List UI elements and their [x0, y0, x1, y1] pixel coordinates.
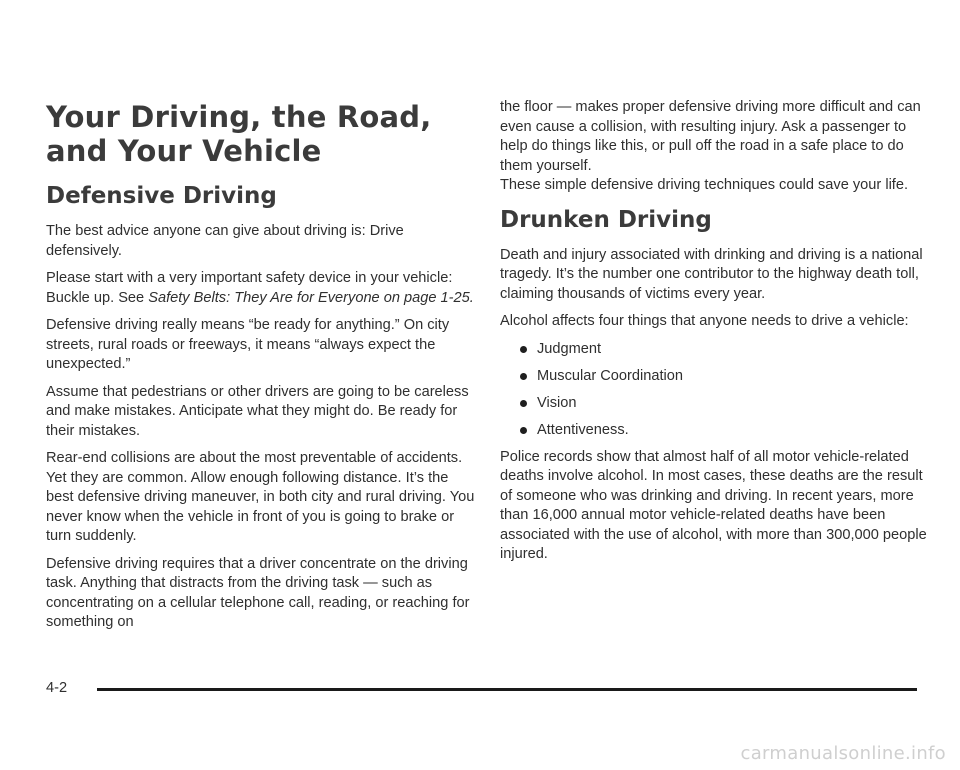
- section-heading-defensive-driving: Defensive Driving: [46, 183, 277, 209]
- chapter-title: Your Driving, the Road, and Your Vehicle: [46, 100, 432, 168]
- paragraph-text: Please start with a very important safety device in your vehicle: Buckle up. See: [46, 270, 453, 306]
- paragraph: Defensive driving requires that a driver concentrate on the driving task. Anything that distracts from the driving task — such as concentrating on a cellular telephone call, reading, or reaching for something on: [46, 555, 470, 630]
- paragraph: Rear-end collisions are about the most preventable of accidents. Yet they are common. Allow enough following distance. It’s the best defensive driving maneuver, in both city and rural driving. You never know when the vehicle in front of you is going to brake or turn suddenly.: [46, 450, 475, 544]
- cross-reference: Safety Belts: They Are for Everyone on page 1-25.: [148, 289, 474, 306]
- page-number: 4-2: [46, 680, 68, 696]
- watermark: carmanualsonline.info: [740, 743, 946, 764]
- list-item-text: Attentiveness.: [537, 421, 629, 438]
- list-item: [520, 394, 930, 414]
- paragraph: Defensive driving really means “be ready for anything.” On city streets, rural roads or freeways, it means “always expect the unexpected.”: [46, 317, 450, 372]
- footer-divider: [97, 688, 917, 691]
- list-item-text: Vision: [537, 394, 577, 411]
- bullet-icon: [520, 427, 527, 434]
- list-item: [520, 340, 930, 360]
- paragraph: Assume that pedestrians or other drivers are going to be careless and make mistakes. Anticipate what they might do. Be ready for their mistakes.: [46, 383, 469, 439]
- paragraph: [46, 269, 478, 308]
- paragraph: Police records show that almost half of all motor vehicle-related deaths involve alcohol. In most cases, these deaths are the result of someone who was drinking and driving. In recent years, more than 16,000 annual motor vehicle-related deaths have been associated with the use of alcohol, with more than 300,000 people injured.: [500, 448, 927, 562]
- list-item: [520, 421, 930, 441]
- left-column: [46, 100, 478, 641]
- bullet-icon: [520, 373, 527, 380]
- paragraph: These simple defensive driving techniques could save your life.: [500, 177, 909, 193]
- bullet-icon: [520, 346, 527, 353]
- list-item-text: Judgment: [537, 340, 602, 357]
- paragraph: Alcohol affects four things that anyone needs to drive a vehicle:: [500, 313, 909, 329]
- list-item-text: Muscular Coordination: [537, 367, 684, 384]
- paragraph: The best advice anyone can give about driving is: Drive defensively.: [46, 223, 404, 259]
- paragraph: the floor — makes proper defensive driving more difficult and can even cause a collision, with resulting injury. Ask a passenger to help do things like this, or pull off the road in a safe place to do them yourself.: [500, 99, 921, 174]
- right-column: [500, 98, 930, 573]
- paragraph: Death and injury associated with drinking and driving is a national tragedy. It’s the number one contributor to the highway death toll, claiming thousands of victims every year.: [500, 246, 923, 302]
- list-item: [520, 367, 930, 387]
- bullet-list: [500, 340, 930, 441]
- bullet-icon: [520, 400, 527, 407]
- section-heading-drunken-driving: Drunken Driving: [500, 206, 712, 233]
